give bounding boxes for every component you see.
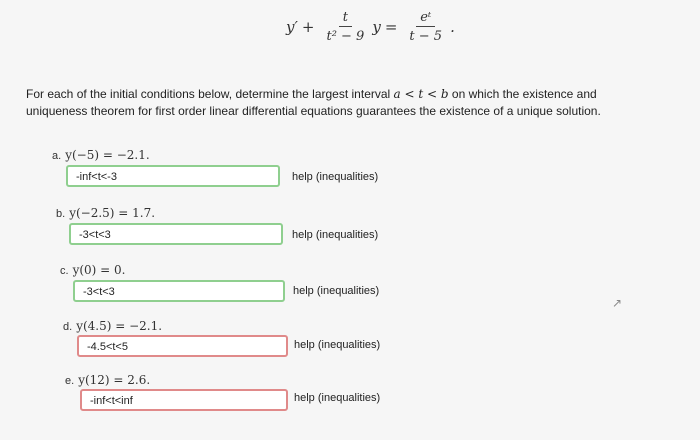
part-e-help-link[interactable]: help (inequalities) <box>294 392 381 404</box>
part-a-help-link[interactable]: help (inequalities) <box>292 171 379 183</box>
part-a-condition: y(−5) = −2.1. <box>65 148 150 162</box>
part-d-condition: y(4.5) = −2.1. <box>76 319 163 333</box>
part-d-letter: d. <box>63 321 73 333</box>
instructions-math: a < t < b <box>393 87 449 101</box>
eq-y: y <box>286 18 295 36</box>
part-a-letter: a. <box>52 150 62 162</box>
eq-period: . <box>450 18 455 36</box>
differential-equation <box>286 10 455 44</box>
instructions-after: on which the existence and uniqueness theorem for first order linear differential equations guarantees the existence of a unique solution. <box>26 87 601 118</box>
part-c-help-link[interactable]: help (inequalities) <box>293 285 380 297</box>
part-c-letter: c. <box>60 265 69 277</box>
part-b-condition: y(−2.5) = 1.7. <box>69 206 156 220</box>
eq-fraction-2-numerator: eᵗ <box>416 10 435 27</box>
part-c-condition: y(0) = 0. <box>72 263 126 277</box>
part-b-letter: b. <box>56 208 66 220</box>
eq-prime: ′ <box>294 18 298 36</box>
part-e-label <box>65 373 150 387</box>
part-c-label <box>60 263 125 277</box>
part-c-answer-field[interactable]: -3<t<3 <box>73 280 285 302</box>
eq-fraction-1-denominator: t² − 9 <box>326 29 365 44</box>
part-d-help-link[interactable]: help (inequalities) <box>294 339 381 351</box>
part-a-label <box>52 148 150 162</box>
part-d-answer-field[interactable]: -4.5<t<5 <box>77 335 288 357</box>
eq-fraction-1 <box>322 10 368 44</box>
part-a-answer-field[interactable]: -inf<t<-3 <box>66 165 280 187</box>
part-d-label <box>63 319 162 333</box>
cursor-icon: ↗ <box>612 296 623 310</box>
instructions-text <box>26 86 656 120</box>
part-e-condition: y(12) = 2.6. <box>78 373 151 387</box>
part-b-help-link[interactable]: help (inequalities) <box>292 229 379 241</box>
eq-fraction-1-numerator: t <box>339 10 352 27</box>
instructions-before: For each of the initial conditions below, determine the largest interval <box>26 87 394 101</box>
part-b-answer-field[interactable]: -3<t<3 <box>69 223 283 245</box>
part-e-answer-field[interactable]: -inf<t<inf <box>80 389 288 411</box>
eq-fraction-2 <box>405 10 446 44</box>
eq-equals: = <box>384 18 398 36</box>
eq-plus: + <box>301 18 315 36</box>
part-e-letter: e. <box>65 375 75 387</box>
eq-fraction-2-denominator: t − 5 <box>409 29 443 44</box>
part-c <box>60 263 125 281</box>
part-b-label <box>56 206 155 220</box>
eq-y-2: y <box>372 18 381 36</box>
part-b <box>56 206 155 224</box>
part-a <box>52 148 150 166</box>
